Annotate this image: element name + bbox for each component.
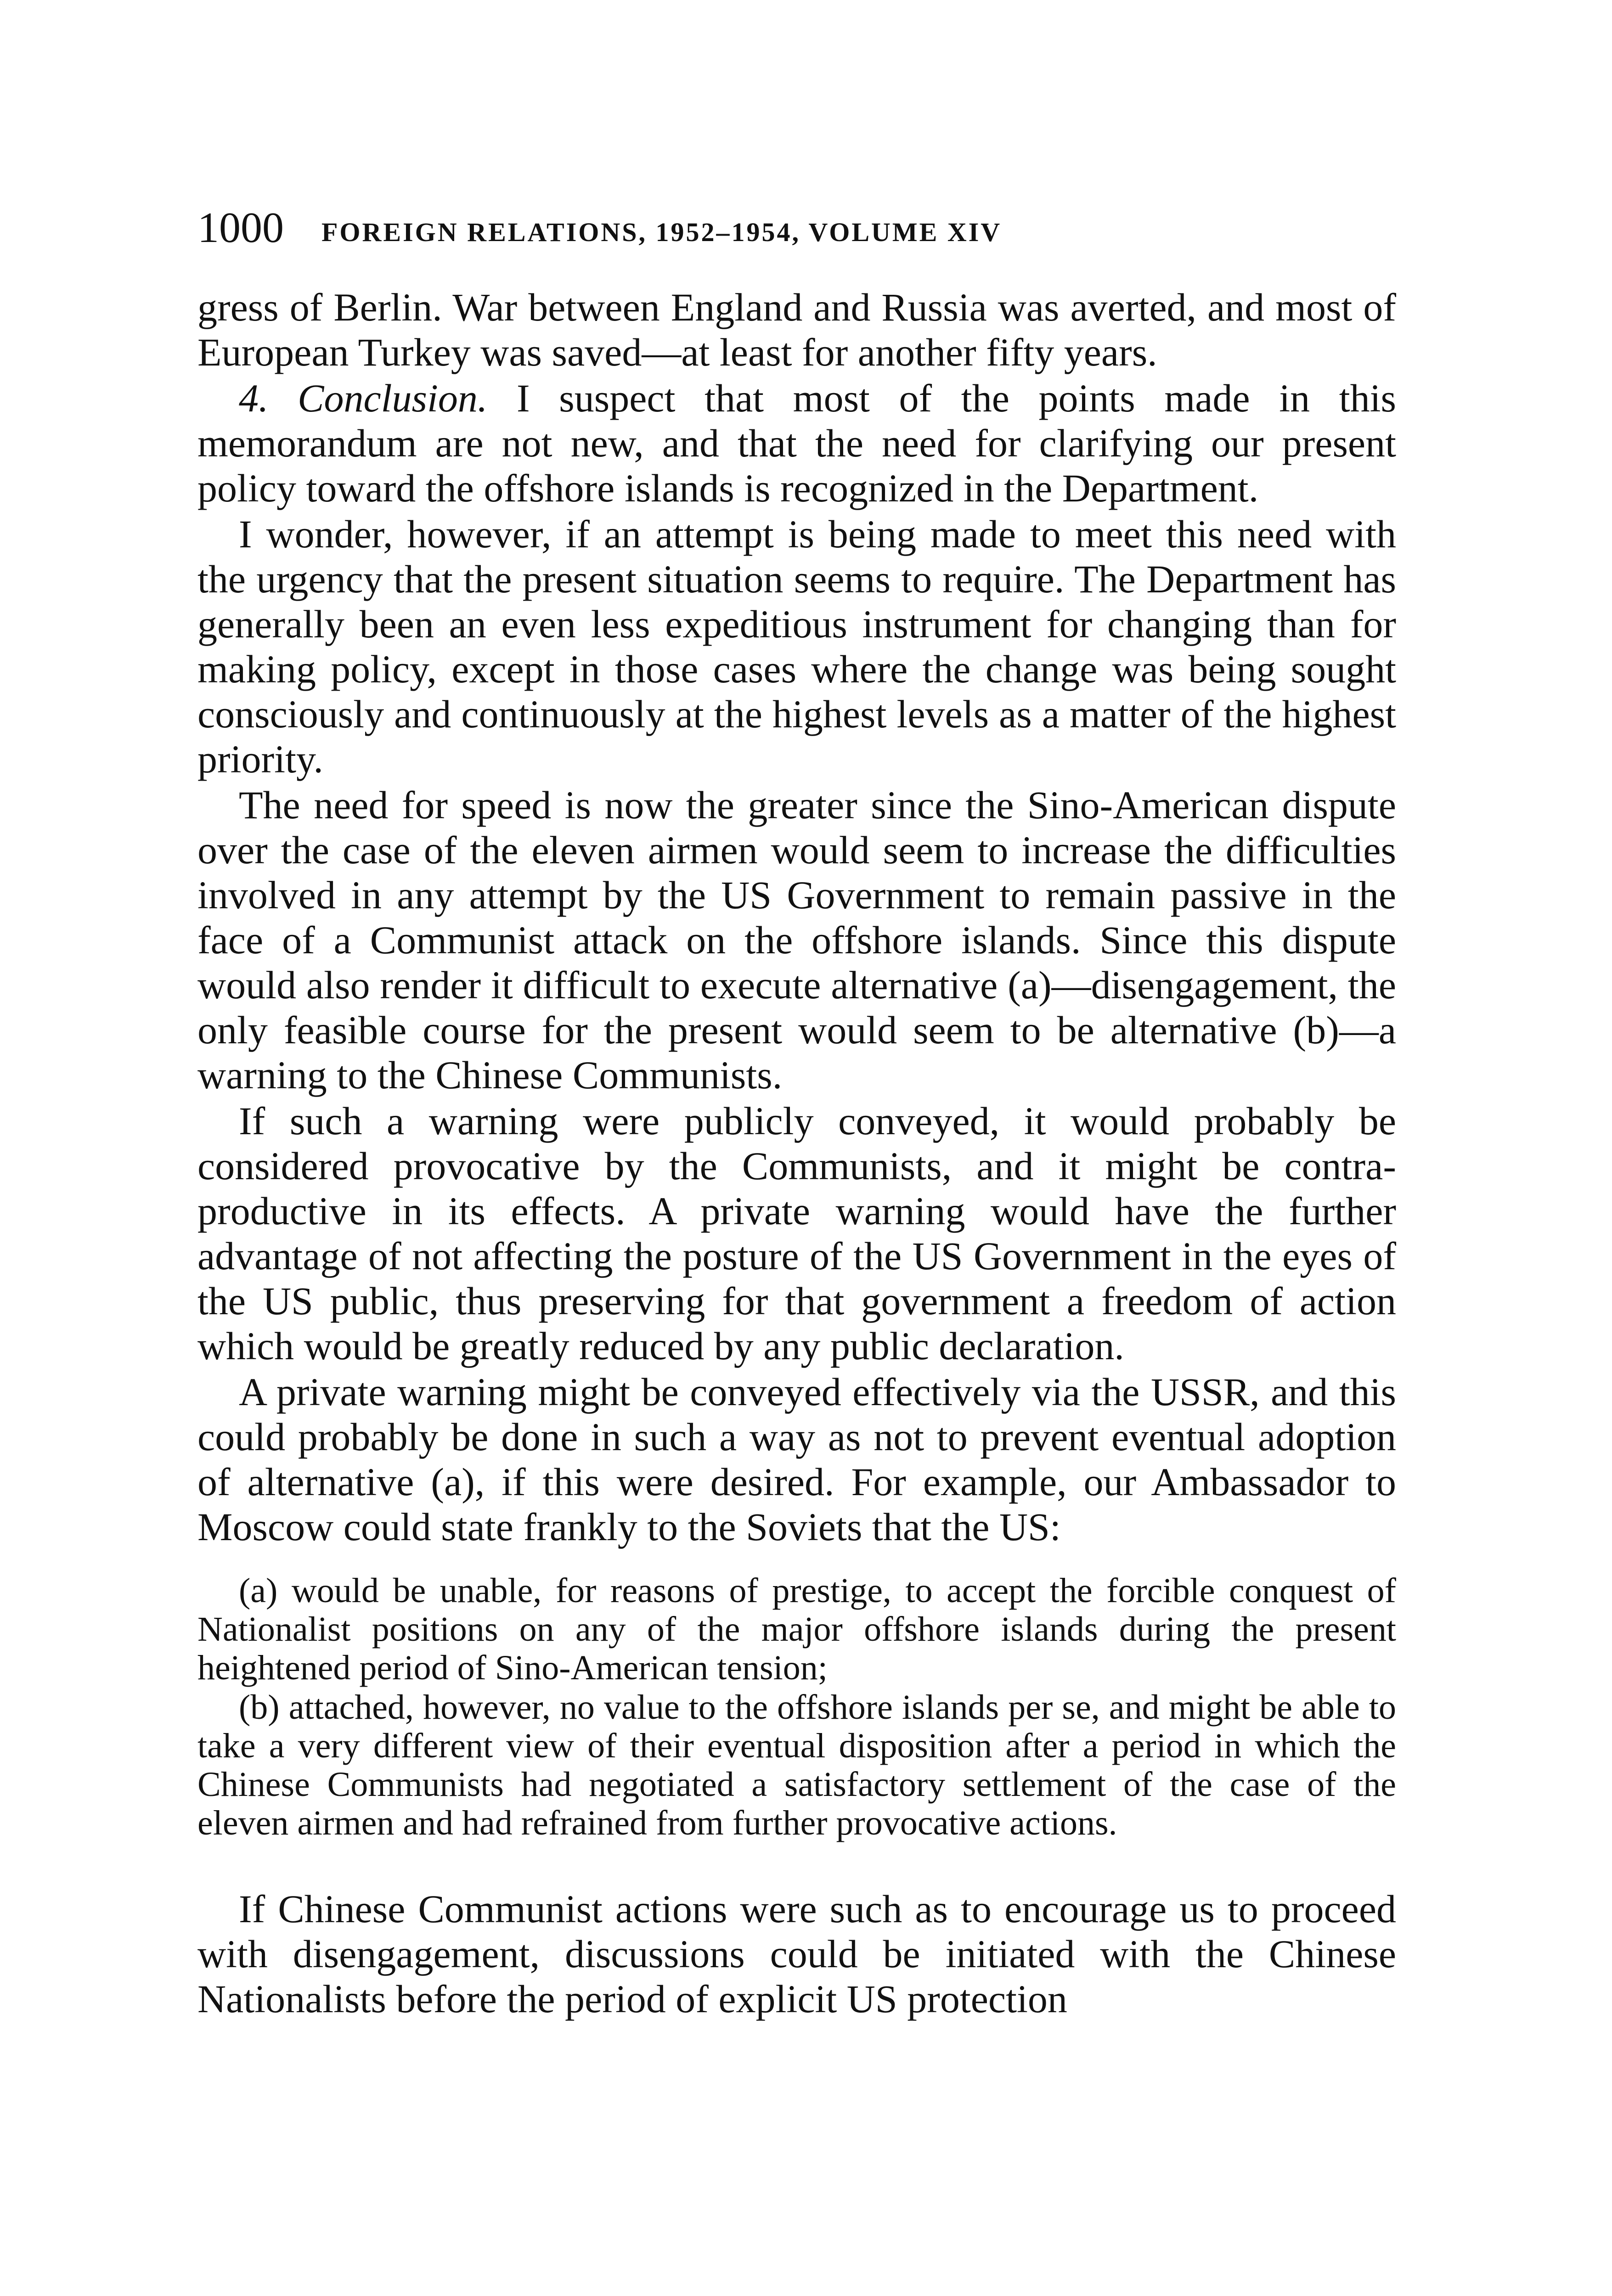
paragraph: If such a warning were publicly conveyed, it would probably be considered provocative by the Communists, and it might be contraproductive in its effects. A private warning would have the further advantage of not affecting the posture of the US Government in the eyes of the US public, thus preserving for that government a freedom of action which would be greatly reduced by any public declaration. — [197, 1099, 1396, 1368]
closing-section — [197, 1886, 1396, 2021]
list-item-a: (a) would be unable, for reasons of prestige, to accept the forcible conquest of Nationalist positions on any of the major offshore islands during the present heightened period of Sino-American tension; — [197, 1571, 1396, 1687]
running-title: FOREIGN RELATIONS, 1952–1954, VOLUME XIV — [321, 217, 1002, 247]
list-item-b: (b) attached, however, no value to the offshore islands per se, and might be able to take a very different view of their eventual disposition after a period in which the Chinese Communists had negotiated a satisfactory settlement of the case of the eleven airmen and had refrained from further provocative actions. — [197, 1688, 1396, 1842]
running-header — [197, 200, 1396, 255]
paragraph-text: I suspect that most of the points made in this memorandum are not new, and that the need for clarifying our present policy toward the offshore islands is recognized in the Department. — [197, 376, 1396, 510]
paragraph: The need for speed is now the greater since the Sino-American dispute over the case of the eleven airmen would seem to increase the difficulties involved in any attempt by the US Government to remain passive in the face of a Communist attack on the offshore islands. Since this dispute would also render it difficult to execute alternative (a)—disengagement, the only feasible course for the present would seem to be alternative (b)—a warning to the Chinese Communists. — [197, 783, 1396, 1097]
page-number: 1000 — [197, 204, 284, 252]
paragraph: If Chinese Communist actions were such as to encourage us to proceed with disengagement, discussions could be initiated with the Chinese Nationalists before the period of explicit US protection — [197, 1887, 1396, 2021]
paragraph: A private warning might be conveyed effectively via the USSR, and this could probably be done in such a way as not to prevent eventual adoption of alternative (a), if this were desired. For example, our Ambassador to Moscow could state frankly to the Soviets that the US: — [197, 1370, 1396, 1549]
paragraph-continuation: gress of Berlin. War between England and Russia was averted, and most of European Turkey was saved—at least for another fifty years. — [197, 285, 1396, 374]
document-page — [197, 0, 1396, 2296]
paragraph: I wonder, however, if an attempt is being made to meet this need with the urgency that the present situation seems to require. The Department has generally been an even less expeditious instrument for changing than for making policy, except in those cases where the change was being sought consciously and continuously at the highest levels as a matter of the highest priority. — [197, 512, 1396, 781]
body-text — [197, 285, 1396, 2021]
paragraph-conclusion — [197, 376, 1396, 511]
section-heading: 4. Conclusion. — [239, 376, 488, 420]
quoted-list — [197, 1571, 1396, 1842]
